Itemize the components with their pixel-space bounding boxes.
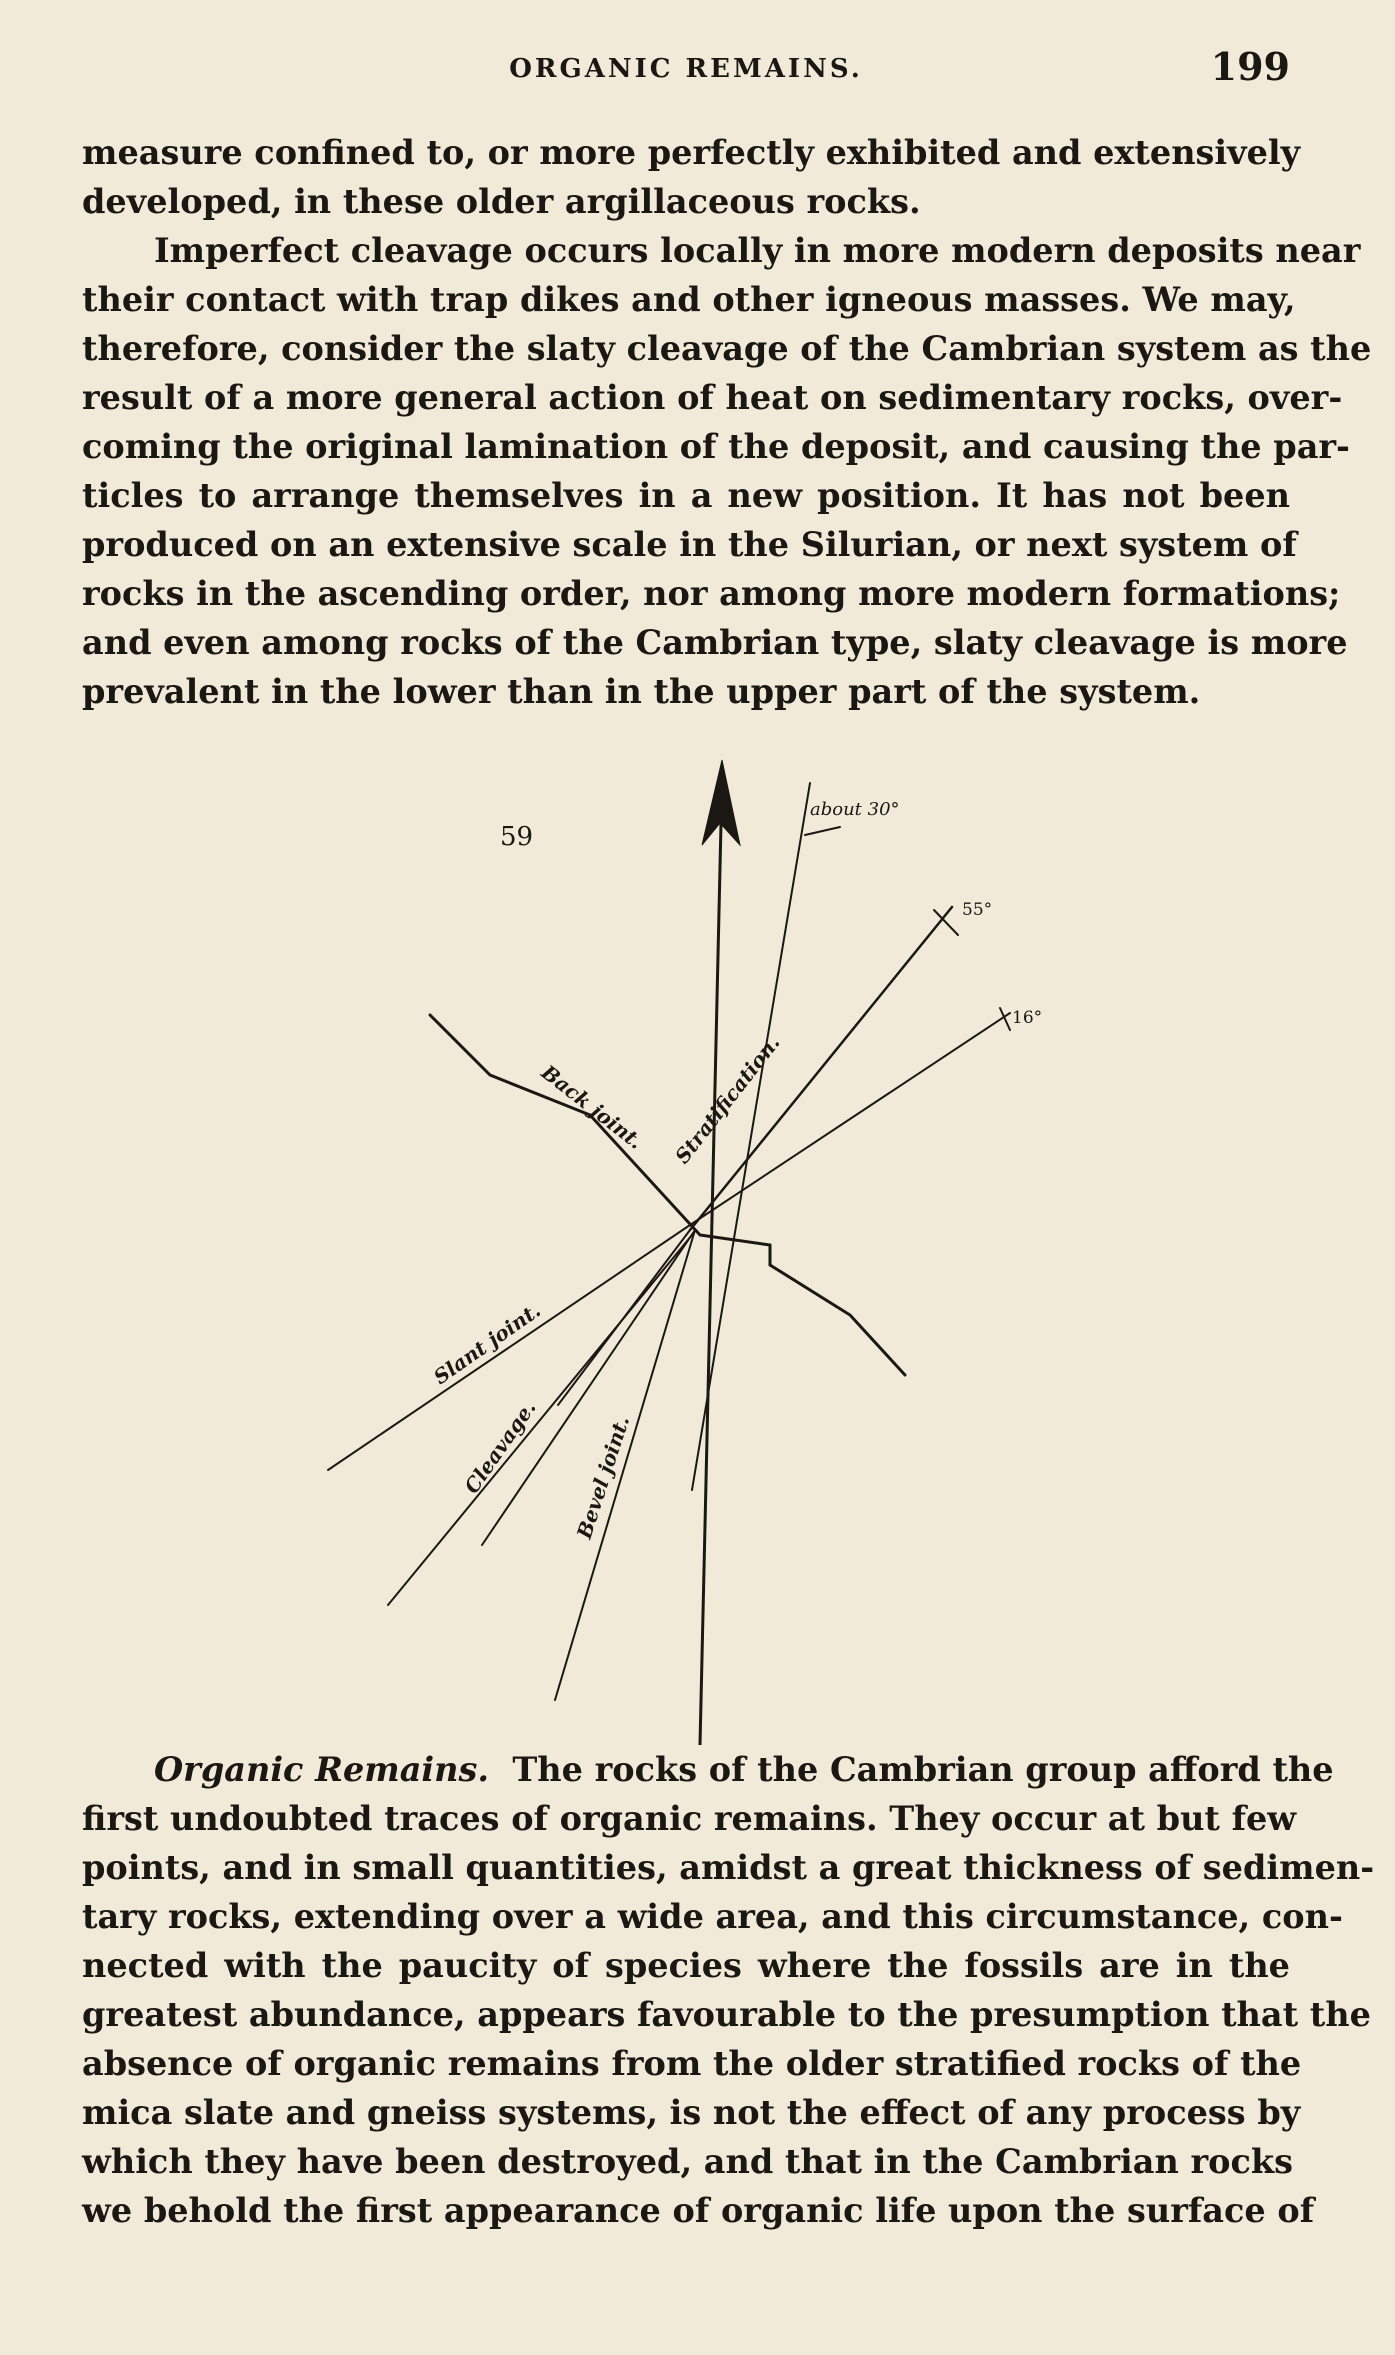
- label-cleavage: Cleavage.: [459, 1396, 541, 1498]
- paragraph-organic-remains: [82, 1745, 1375, 2235]
- text-line: and even among rocks of the Cambrian type, slaty cleavage is more: [82, 623, 1348, 662]
- label-slant-joint: Slant joint.: [429, 1297, 545, 1390]
- running-title: ORGANIC REMAINS.: [509, 54, 863, 84]
- line-cleavage: [388, 1235, 692, 1605]
- label-16: 16°: [1012, 1008, 1043, 1028]
- label-55: 55°: [962, 900, 993, 920]
- text-line: we behold the first appearance of organic life upon the surface of: [82, 2191, 1315, 2230]
- section-heading: Organic Remains.: [154, 1750, 490, 1789]
- text-line-first: [82, 1745, 1334, 1794]
- text-line: produced on an extensive scale in the Silurian, or next system of: [82, 525, 1297, 564]
- figure-number: 59: [500, 822, 534, 852]
- paragraph-top: [82, 128, 1372, 716]
- text-line: their contact with trap dikes and other igneous masses. We may,: [82, 280, 1296, 319]
- line-bevel-joint: [555, 1230, 695, 1700]
- text-line: prevalent in the lower than in the upper part of the system.: [82, 672, 1201, 711]
- text-line: greatest abundance, appears favourable to the presumption that the: [82, 1995, 1371, 2034]
- text-line: developed, in these older argillaceous rocks.: [82, 182, 921, 221]
- text-line: result of a more general action of heat on sedimentary rocks, over-: [82, 378, 1343, 417]
- line-16-degrees: [690, 1013, 1010, 1225]
- north-arrow-shaft: [700, 780, 722, 1745]
- text-line: therefore, consider the slaty cleavage of the Cambrian system as the: [82, 329, 1372, 368]
- text-line: mica slate and gneiss systems, is not the effect of any process by: [82, 2093, 1301, 2132]
- text-line: nected with the paucity of species where the fossils are in the: [82, 1946, 1290, 1985]
- text-line: coming the original lamination of the deposit, and causing the par-: [82, 427, 1350, 466]
- text-line: tary rocks, extending over a wide area, and this circumstance, con-: [82, 1897, 1343, 1936]
- label-stratification: Stratification.: [670, 1030, 785, 1169]
- text-line: which they have been destroyed, and that in the Cambrian rocks: [82, 2142, 1293, 2181]
- figure-joint-diagram: [300, 745, 1100, 1745]
- text-line: measure confined to, or more perfectly exhibited and extensively: [82, 133, 1301, 172]
- text-line: Imperfect cleavage occurs locally in more modern deposits near: [154, 231, 1361, 270]
- text-line: rocks in the ascending order, nor among more modern formations;: [82, 574, 1341, 613]
- label-bevel-joint: Bevel joint.: [571, 1412, 635, 1542]
- running-head: [82, 44, 1290, 94]
- text-line: points, and in small quantities, amidst a great thickness of sedimen-: [82, 1848, 1375, 1887]
- text-line: absence of organic remains from the older stratified rocks of the: [82, 2044, 1302, 2083]
- page-number: 199: [1210, 44, 1290, 89]
- text-line: ticles to arrange themselves in a new position. It has not been: [82, 476, 1290, 515]
- text-line: first undoubted traces of organic remains. They occur at but few: [82, 1799, 1297, 1838]
- line-stratification: [690, 907, 952, 1230]
- joint-diagram-svg: [300, 745, 1100, 1745]
- label-about-30: about 30°: [810, 799, 900, 820]
- label-back-joint: Back joint.: [536, 1060, 648, 1154]
- tick-about-30: [805, 827, 840, 835]
- text-line-rest: The rocks of the Cambrian group afford the: [512, 1750, 1334, 1789]
